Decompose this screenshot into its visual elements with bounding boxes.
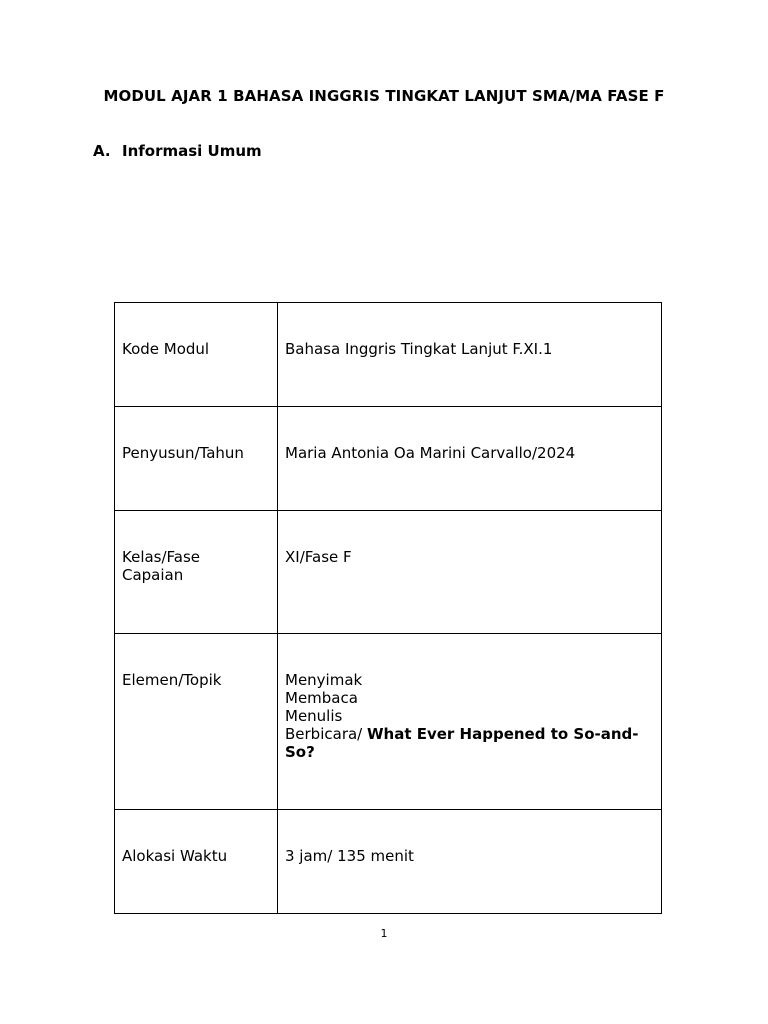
- topic-line: Membaca: [285, 689, 358, 707]
- row-value: [285, 634, 654, 761]
- row-value-cell: [278, 407, 662, 511]
- row-value: 3 jam/ 135 menit: [285, 847, 414, 865]
- row-label: Penyusun/Tahun: [122, 444, 244, 462]
- row-label-cell: [115, 303, 278, 407]
- row-label: Alokasi Waktu: [122, 847, 228, 865]
- row-label-cell: [115, 810, 278, 914]
- row-value: Bahasa Inggris Tingkat Lanjut F.XI.1: [285, 340, 553, 358]
- row-label-line: Kelas/Fase: [122, 548, 201, 566]
- table-row: [115, 511, 662, 634]
- row-label-cell: [115, 511, 278, 634]
- row-value-cell: [278, 634, 662, 810]
- page-number: 1: [380, 927, 388, 940]
- row-label: [122, 511, 270, 584]
- table-row: [115, 407, 662, 511]
- table-row: [115, 634, 662, 810]
- row-value-cell: [278, 511, 662, 634]
- row-label-line: Capaian: [122, 566, 184, 584]
- info-table: [114, 302, 662, 914]
- row-value-cell: [278, 303, 662, 407]
- topic-line-last: [285, 725, 654, 761]
- row-label-cell: [115, 407, 278, 511]
- section-title: Informasi Umum: [122, 142, 262, 160]
- row-label: Elemen/Topik: [122, 671, 222, 689]
- section-number: A.: [93, 142, 111, 160]
- table-row: [115, 303, 662, 407]
- document-title: MODUL AJAR 1 BAHASA INGGRIS TINGKAT LANJUT SMA/MA FASE F: [103, 87, 665, 105]
- topic-line: Menulis: [285, 707, 343, 725]
- table-row: [115, 810, 662, 914]
- row-value: Maria Antonia Oa Marini Carvallo/2024: [285, 444, 576, 462]
- row-label: Kode Modul: [122, 340, 210, 358]
- topic-title: What Ever Happened to So-and-So?: [285, 725, 639, 761]
- topic-line: Menyimak: [285, 671, 363, 689]
- section-heading: [93, 142, 262, 160]
- row-value: XI/Fase F: [285, 548, 352, 566]
- topic-prefix: Berbicara/: [285, 725, 367, 743]
- row-value-cell: [278, 810, 662, 914]
- row-label-cell: [115, 634, 278, 810]
